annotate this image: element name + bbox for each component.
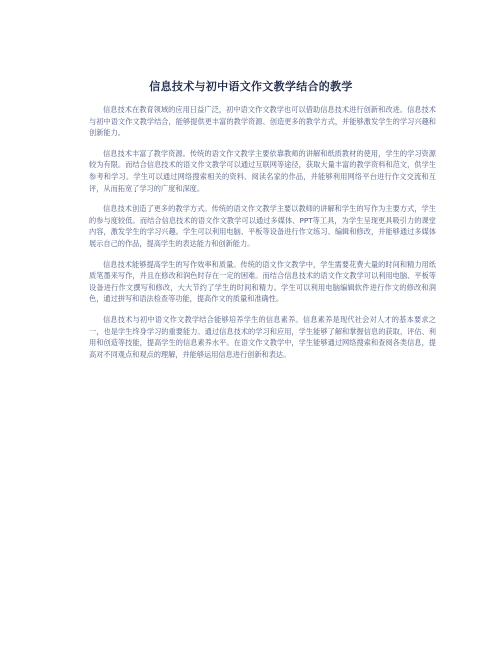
paragraph-1: 信息技术在教育领域的应用日益广泛，初中语文作文教学也可以借助信息技术进行创新和改进。信息技术与初中语文作文教学结合，能够提供更丰富的教学资源、创造更多的教学方式，并能够激发学生的学习兴趣和创新能力。 (89, 105, 436, 138)
document-title: 信息技术与初中语文作文教学结合的教学 (149, 80, 353, 93)
document-body (89, 104, 436, 369)
paragraph-5: 信息技术与初中语文作文教学结合能够培养学生的信息素养。信息素养是现代社会对人才的基本要求之一，也是学生终身学习的重要能力。通过信息技术的学习和应用，学生能够了解和掌握信息的获取、评估、利用和创造等技能，提高学生的信息素养水平。在语文作文教学中，学生能够通过网络搜索和查阅各类信息，提高对不同观点和观点的理解，并能够运用信息进行创新和表达。 (89, 314, 436, 359)
paragraph-2: 信息技术丰富了教学资源。传统的语文作文教学主要依靠教师的讲解和纸质教材的使用，学生的学习资源较为有限。而结合信息技术的语文作文教学可以通过互联网等途径，获取大量丰富的教学资料和范文，供学生参考和学习。学生可以通过网络搜索相关的资料、阅读名家的作品，并能够利用网络平台进行作文交流和互评，从而拓宽了学习的广度和深度。 (89, 148, 436, 193)
paragraph-3: 信息技术创造了更多的教学方式。传统的语文作文教学主要以教师的讲解和学生的写作为主要方式，学生的参与度较低。而结合信息技术的语文作文教学可以通过多媒体、PPT等工具，为学生呈现更具吸引力的课堂内容，激发学生的学习兴趣。学生可以利用电脑、平板等设备进行作文练习、编辑和修改，并能够通过多媒体展示自己的作品，提高学生的表达能力和创新能力。 (89, 204, 436, 248)
paragraph-4: 信息技术能够提高学生的写作效率和质量。传统的语文作文教学中，学生需要花费大量的时间和精力用纸质笔墨来写作，并且在修改和润色时存在一定的困难。而结合信息技术的语文作文教学可以利用电脑、平板等设备进行作文撰写和修改，大大节约了学生的时间和精力。学生可以利用电脑编辑软件进行作文的修改和润色，通过拼写和语法检查等功能，提高作文的质量和准确性。 (89, 259, 436, 304)
